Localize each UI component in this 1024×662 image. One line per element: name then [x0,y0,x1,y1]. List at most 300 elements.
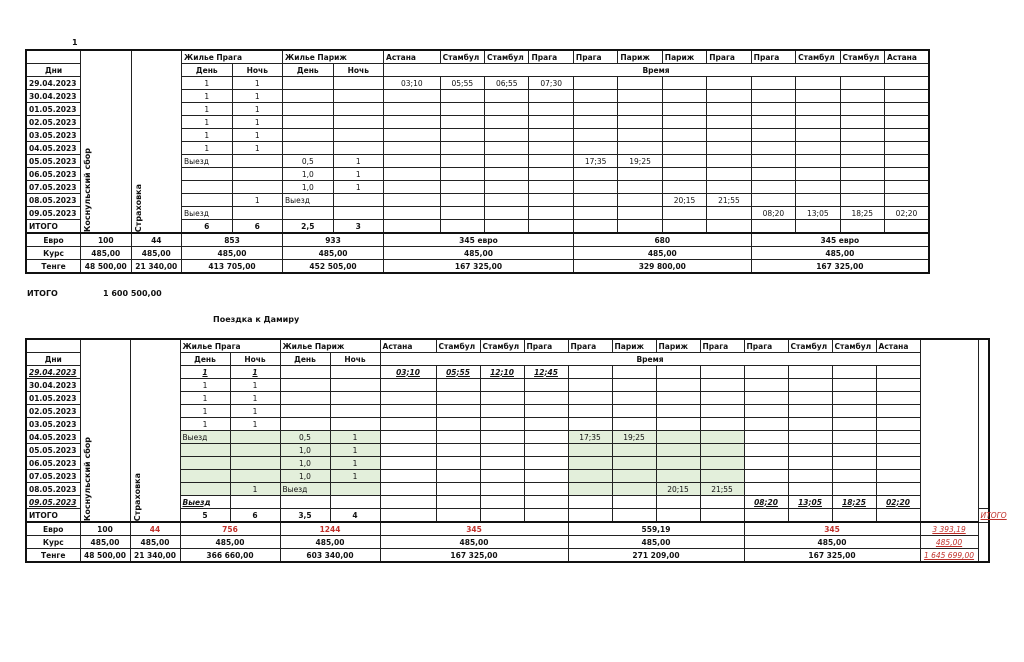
itogo-blank [700,509,744,523]
time-cell [380,379,436,392]
time-cell [832,392,876,405]
kurs-paris: 485,00 [283,247,384,260]
time-cell: 08;20 [751,207,795,220]
tenge-paris: 603 340,00 [280,549,380,563]
time-cell [612,405,656,418]
time-cell [788,457,832,470]
date-cell: 05.05.2023 [26,155,81,168]
time-cell [529,181,573,194]
praga-day-cell: 1 [182,129,233,142]
city-header: Париж [618,50,662,64]
time-cell: 12;45 [524,366,568,379]
paris-day-cell [280,392,330,405]
time-cell [832,405,876,418]
date-cell: 01.05.2023 [26,392,80,405]
praga-night-cell: 1 [230,379,280,392]
day-header: День [280,353,330,366]
time-cell [884,103,929,116]
time-header: Время [384,64,929,77]
praga-night-cell [232,207,283,220]
tenge-paris: 452 505,00 [283,260,384,274]
time-cell [751,103,795,116]
time-cell [700,366,744,379]
euro-label: Евро [26,233,81,247]
date-cell: 02.05.2023 [26,405,80,418]
time-cell [656,405,700,418]
date-cell: 30.04.2023 [26,90,81,103]
kurs-group1: 485,00 [384,247,574,260]
time-cell [656,470,700,483]
itogo-blank [832,509,876,523]
paris-night-cell: 1 [333,155,384,168]
paris-night-cell: 1 [330,457,380,470]
time-cell [662,181,706,194]
time-cell [832,457,876,470]
time-cell [436,457,480,470]
euro-kons: 100 [80,522,130,536]
time-cell [384,181,441,194]
paris-housing-header: Жилье Париж [283,50,384,64]
tenge-kons: 48 500,00 [80,549,130,563]
time-cell [524,496,568,509]
time-cell [480,418,524,431]
itogo-paris-night: 4 [330,509,380,523]
city-header: Прага [524,339,568,353]
praga-day-cell: 1 [182,103,233,116]
time-cell: 08;20 [744,496,788,509]
paris-night-cell [330,483,380,496]
time-cell [436,431,480,444]
paris-night-cell: 1 [333,181,384,194]
time-cell [612,496,656,509]
tenge-group2: 271 209,00 [568,549,744,563]
paris-day-cell: 1,0 [283,168,334,181]
time-cell [884,181,929,194]
time-cell [568,470,612,483]
time-cell [573,142,617,155]
time-cell [656,392,700,405]
paris-night-cell [330,366,380,379]
praga-night-cell [232,168,283,181]
header-blank [26,50,81,64]
time-cell [485,90,529,103]
time-cell: 19;25 [612,431,656,444]
time-cell [380,392,436,405]
kurs-group2: 485,00 [568,536,744,549]
time-cell: 05;55 [440,77,484,90]
time-cell [573,207,617,220]
time-cell [529,207,573,220]
time-cell [700,379,744,392]
paris-night-cell [330,405,380,418]
time-cell [524,431,568,444]
time-cell [656,431,700,444]
time-cell [612,392,656,405]
time-cell [796,129,840,142]
time-cell [876,431,920,444]
kons-header-cell [81,50,132,233]
praga-night-cell: 1 [232,129,283,142]
itogo-blank [840,220,884,234]
praga-night-cell [230,457,280,470]
praga-night-cell: 1 [232,77,283,90]
days-header: Дни [26,64,81,77]
paris-day-cell [283,142,334,155]
time-cell [744,470,788,483]
euro-insurance: 44 [131,233,182,247]
time-cell [744,392,788,405]
tenge-group2: 329 800,00 [573,260,751,274]
tenge-label: Тенге [26,549,80,563]
euro-group3: 345 евро [751,233,929,247]
time-cell [612,366,656,379]
time-cell [707,77,751,90]
time-cell [380,405,436,418]
city-header: Прага [529,50,573,64]
paris-day-cell [283,116,334,129]
time-cell [796,181,840,194]
time-cell [436,418,480,431]
time-header: Время [380,353,920,366]
time-cell: 17;35 [568,431,612,444]
time-cell [384,207,441,220]
time-cell [573,168,617,181]
time-cell [384,194,441,207]
paris-night-cell [330,379,380,392]
time-cell [751,194,795,207]
itogo-paris-day: 3,5 [280,509,330,523]
praga-housing-header: Жилье Прага [182,50,283,64]
praga-night-cell: 1 [230,392,280,405]
itogo-blank [796,220,840,234]
time-cell [840,142,884,155]
time-cell [700,418,744,431]
time-cell [744,418,788,431]
paris-day-cell: 0,5 [283,155,334,168]
time-cell [529,129,573,142]
time-cell [788,470,832,483]
time-cell [618,116,662,129]
praga-night-cell: 1 [232,90,283,103]
city-header: Астана [884,50,929,64]
paris-night-cell [333,116,384,129]
time-cell [707,90,751,103]
time-cell [573,181,617,194]
euro-label: Евро [26,522,80,536]
paris-night-cell [333,142,384,155]
praga-day-cell: 1 [180,366,230,379]
praga-night-cell: 1 [232,194,283,207]
tenge-total: 1 645 699,00 [920,549,978,563]
city-header: Стамбул [832,339,876,353]
city-header: Париж [656,339,700,353]
time-cell [876,470,920,483]
paris-day-cell: 1,0 [280,470,330,483]
date-cell: 05.05.2023 [26,444,80,457]
euro-paris: 933 [283,233,384,247]
time-cell [744,483,788,496]
grand-total-label: ИТОГО [27,289,58,298]
time-cell [436,392,480,405]
paris-night-cell: 1 [330,444,380,457]
time-cell [524,457,568,470]
time-cell [707,168,751,181]
euro-group2: 680 [573,233,751,247]
city-header: Стамбул [796,50,840,64]
kurs-insurance: 485,00 [130,536,180,549]
time-cell [524,379,568,392]
euro-group1: 345 [380,522,568,536]
itogo-blank [529,220,573,234]
expense-table-1 [25,49,930,274]
euro-praga: 853 [182,233,283,247]
time-cell [751,116,795,129]
time-cell [440,155,484,168]
date-cell: 29.04.2023 [26,77,81,90]
paris-day-cell [283,207,334,220]
time-cell [796,103,840,116]
time-cell: 13;05 [788,496,832,509]
kurs-total: 485,00 [920,536,978,549]
time-cell [788,418,832,431]
praga-day-cell: 1 [182,142,233,155]
kurs-group1: 485,00 [380,536,568,549]
time-cell [744,405,788,418]
time-cell [524,392,568,405]
time-cell [840,168,884,181]
time-cell: 21;55 [700,483,744,496]
header-blank [26,339,80,353]
praga-night-cell: 1 [232,116,283,129]
time-cell [832,470,876,483]
date-cell: 06.05.2023 [26,168,81,181]
itogo-blank [524,509,568,523]
time-cell [662,129,706,142]
time-cell [524,483,568,496]
night-header: Ночь [230,353,280,366]
time-cell [788,405,832,418]
city-header: Стамбул [788,339,832,353]
time-cell [529,155,573,168]
kurs-kons: 485,00 [80,536,130,549]
time-cell [700,444,744,457]
time-cell [744,457,788,470]
itogo-praga-day: 5 [180,509,230,523]
paris-day-cell [280,379,330,392]
time-cell [656,418,700,431]
time-cell [524,470,568,483]
itogo-blank [662,220,706,234]
paris-night-cell [333,77,384,90]
praga-night-cell: 1 [232,142,283,155]
time-cell [700,392,744,405]
time-cell [573,116,617,129]
time-cell [751,77,795,90]
expense-table-2 [25,338,1007,563]
time-cell [751,181,795,194]
praga-housing-header: Жилье Прага [180,339,280,353]
praga-day-cell: 1 [180,379,230,392]
time-cell [876,366,920,379]
time-cell [618,207,662,220]
time-cell [480,379,524,392]
city-header: Астана [876,339,920,353]
kurs-group3: 485,00 [751,247,929,260]
time-cell [840,90,884,103]
paris-night-cell [330,496,380,509]
paris-day-cell [280,496,330,509]
time-cell [612,444,656,457]
time-cell [440,181,484,194]
time-cell [612,418,656,431]
time-cell [796,77,840,90]
time-cell [832,418,876,431]
tenge-praga: 413 705,00 [182,260,283,274]
praga-night-cell: 1 [230,483,280,496]
city-header: Стамбул [440,50,484,64]
kurs-label: Курс [26,247,81,260]
itogo-blank [436,509,480,523]
praga-day-cell: 1 [182,90,233,103]
day-header: День [182,64,233,77]
date-cell: 30.04.2023 [26,379,80,392]
city-header: Прага [751,50,795,64]
time-cell [840,116,884,129]
time-cell [618,142,662,155]
time-cell [485,155,529,168]
time-cell: 20;15 [662,194,706,207]
itogo-blank [618,220,662,234]
time-cell [485,181,529,194]
time-cell [744,431,788,444]
time-cell [384,129,441,142]
paris-night-cell [333,194,384,207]
night-header: Ночь [232,64,283,77]
time-cell [384,142,441,155]
time-cell [529,142,573,155]
paris-day-cell: 1,0 [283,181,334,194]
paris-day-cell [280,418,330,431]
time-cell: 05;55 [436,366,480,379]
itogo-blank [884,220,929,234]
time-cell [662,142,706,155]
date-cell: 04.05.2023 [26,431,80,444]
itogo-blank [485,220,529,234]
euro-group3: 345 [744,522,920,536]
night-header: Ночь [333,64,384,77]
kurs-group3: 485,00 [744,536,920,549]
time-cell [440,90,484,103]
time-cell [788,366,832,379]
time-cell [573,103,617,116]
time-cell [436,470,480,483]
city-header: Прага [744,339,788,353]
time-cell: 20;15 [656,483,700,496]
time-cell [840,194,884,207]
time-cell [884,129,929,142]
date-cell: 02.05.2023 [26,116,81,129]
euro-praga: 756 [180,522,280,536]
date-cell: 03.05.2023 [26,418,80,431]
time-cell [884,155,929,168]
time-cell [707,116,751,129]
itogo-blank [707,220,751,234]
time-cell [568,418,612,431]
praga-day-cell: Выезд [180,431,230,444]
time-cell [436,483,480,496]
paris-day-cell [280,366,330,379]
days-header: Дни [26,353,80,366]
time-cell [876,483,920,496]
time-cell [480,444,524,457]
time-cell [485,142,529,155]
time-cell [384,155,441,168]
time-cell [480,470,524,483]
kons-header-cell [80,339,130,522]
time-cell [744,379,788,392]
time-cell [832,431,876,444]
time-cell [529,103,573,116]
time-cell [744,366,788,379]
paris-night-cell: 1 [333,168,384,181]
paris-day-cell: 1,0 [280,457,330,470]
time-cell [568,457,612,470]
time-cell [751,142,795,155]
time-cell: 18;25 [840,207,884,220]
time-cell [840,77,884,90]
time-cell [796,142,840,155]
time-cell [440,207,484,220]
itogo-blank [440,220,484,234]
time-cell [840,129,884,142]
time-cell [436,496,480,509]
time-cell [568,496,612,509]
time-cell [876,444,920,457]
time-cell: 07;30 [529,77,573,90]
time-cell [662,103,706,116]
praga-night-cell: 1 [230,405,280,418]
insurance-header-cell [130,339,180,522]
day-header: День [283,64,334,77]
paris-day-cell [280,405,330,418]
time-cell [440,168,484,181]
praga-night-cell [230,444,280,457]
time-cell [573,90,617,103]
praga-night-cell [232,181,283,194]
time-cell [876,418,920,431]
itogo-blank [384,220,441,234]
time-cell: 02;20 [884,207,929,220]
time-cell [662,90,706,103]
tenge-group3: 167 325,00 [751,260,929,274]
paris-night-cell: 1 [330,431,380,444]
time-cell [788,431,832,444]
itogo-praga-night: 6 [230,509,280,523]
date-cell: 09.05.2023 [26,207,81,220]
itogo-blank [568,509,612,523]
city-header: Стамбул [840,50,884,64]
time-cell [380,470,436,483]
section-title: Поездка к Дамиру [213,315,300,324]
city-header: Прага [573,50,617,64]
time-cell [440,142,484,155]
city-header: Прага [700,339,744,353]
time-cell: 13;05 [796,207,840,220]
insurance-header-cell [131,50,182,233]
time-cell [832,444,876,457]
praga-day-cell [180,483,230,496]
time-cell [612,483,656,496]
